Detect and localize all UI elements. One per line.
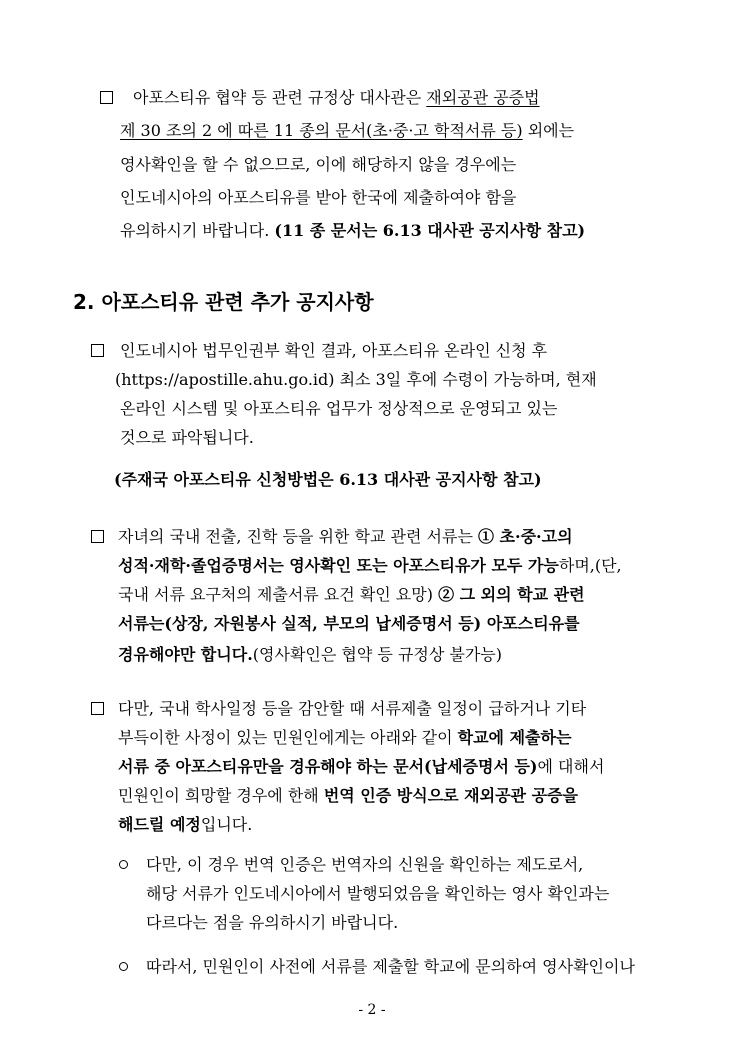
s2-p2-line5 [118,645,502,665]
s2-p2-line2-text: 하며,(단, [558,556,622,575]
s2-p3-line1: 다만, 국내 학사일정 등을 감안할 때 서류제출 일정이 급하거나 기타 [118,699,587,718]
s2-p2-line1-text: 자녀의 국내 전출, 진학 등을 위한 학교 관련 서류는 [118,527,478,546]
s2-p2-line5-bold: 경유해야만 합니다. [118,645,253,664]
s2-note: (주재국 아포스티유 신청방법은 6.13 대사관 공지사항 참고) [114,470,542,489]
s2-p1-line3: 온라인 시스템 및 아포스티유 업무가 정상적으로 운영되고 있는 [120,399,558,418]
s2-p2-line2-bold: 성적·재학·졸업증명서는 영사확인 또는 아포스티유가 모두 가능 [118,556,559,575]
s2-p3-line2-text: 부득이한 사정이 있는 민원인에게는 아래와 같이 [118,728,458,747]
s2-sub2-line1: 따라서, 민원인이 사전에 서류를 제출할 학교에 문의하여 영사확인이나 [146,957,635,976]
checkbox-icon [91,702,104,715]
s2-p2-line1 [118,527,573,547]
s1-p1-line5 [120,221,585,241]
s1-p1-line1-text: 아포스티유 협약 등 관련 규정상 대사관은 [133,88,427,107]
checkbox-icon [91,530,104,543]
s2-p2-line3 [118,585,585,605]
s2-p2-line3-bold: ② 그 외의 학교 관련 [438,585,585,604]
s1-p1-line1 [133,88,673,108]
bullet-circle-icon [119,860,128,869]
s2-p1-line2: (https://apostille.ahu.go.id) 최소 3일 후에 수령이 가능하며, 현재 [115,370,597,389]
s2-p2-line1-bold: ① 초·중·고의 [477,527,573,546]
s2-p3-line4 [118,786,578,806]
s2-p1-line1: 인도네시아 법무인권부 확인 결과, 아포스티유 온라인 신청 후 [120,341,548,360]
s1-p1-line2 [120,121,673,141]
s1-p1-line2-underlined: 제 30 조의 2 에 따른 11 종의 문서(초·중·고 학적서류 등) [120,121,523,140]
s2-sub1-line2: 해당 서류가 인도네시아에서 발행되었음을 확인하는 영사 확인과는 [146,884,610,903]
s2-sub1-line3: 다르다는 점을 유의하시기 바랍니다. [146,913,399,932]
s2-p3-line2 [118,728,571,748]
s1-p1-line3: 영사확인을 할 수 없으므로, 이에 해당하지 않을 경우에는 [120,155,517,174]
s2-p3-line3 [118,757,604,777]
page-number: - 2 - [358,1002,386,1018]
s2-p2-line3-text: 국내 서류 요구처의 제출서류 요건 확인 요망) [118,585,439,604]
s1-p1-line1-underlined: 재외공관 공증법 [426,88,540,107]
s1-p1-line4: 인도네시아의 아포스티유를 받아 한국에 제출하여야 함을 [120,188,517,207]
s2-p3-line4-bold: 번역 인증 방식으로 재외공관 공증을 [323,786,578,805]
s2-p3-line5-bold: 해드릴 예정 [118,815,201,834]
s2-p2-line2 [118,556,622,576]
s2-p3-line5 [118,815,252,835]
checkbox-icon [100,91,113,104]
s2-p3-line3-text: 에 대해서 [537,757,605,776]
s2-p1-line4: 것으로 파악됩니다. [120,428,254,447]
s2-p2-line5-text: (영사확인은 협약 등 규정상 불가능) [252,645,503,664]
s2-p3-line3-bold: 서류 중 아포스티유만을 경유해야 하는 문서(납세증명서 등) [118,757,538,776]
s1-p1-line5-text: 유의하시기 바랍니다. [120,221,275,240]
s2-p3-line4-text: 민원인이 희망할 경우에 한해 [118,786,324,805]
bullet-circle-icon [119,962,128,971]
s2-p3-line5-text: 입니다. [200,815,253,834]
s1-p1-line2-text: 외에는 [522,121,575,140]
s2-p2-line4: 서류는(상장, 자원봉사 실적, 부모의 납세증명서 등) 아포스티유를 [118,614,580,633]
checkbox-icon [91,344,104,357]
s1-p1-line5-bold: (11 종 문서는 6.13 대사관 공지사항 참고) [274,221,586,240]
s2-p3-line2-bold: 학교에 제출하는 [457,728,572,747]
section-heading: 2. 아포스티유 관련 추가 공지사항 [73,290,374,314]
s2-sub1-line1: 다만, 이 경우 번역 인증은 번역자의 신원을 확인하는 제도로서, [146,855,584,874]
